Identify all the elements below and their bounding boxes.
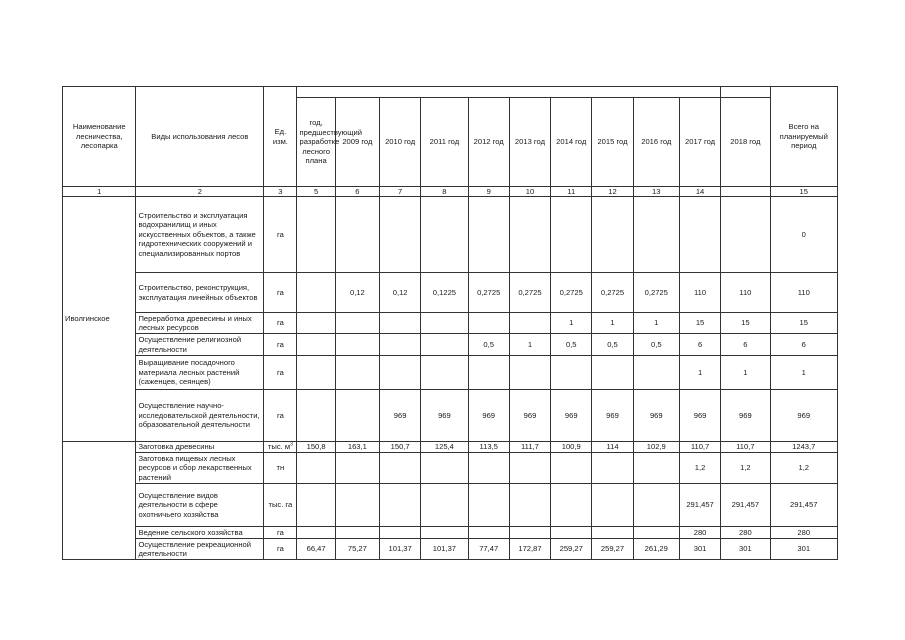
value-cell bbox=[468, 484, 509, 527]
value-cell bbox=[335, 484, 379, 527]
value-cell bbox=[592, 527, 633, 539]
column-number-row bbox=[63, 187, 838, 197]
value-cell: 110 bbox=[770, 273, 838, 313]
value-cell: 259,27 bbox=[551, 539, 592, 560]
value-cell: 969 bbox=[551, 390, 592, 442]
value-cell: 1,2 bbox=[770, 453, 838, 484]
use-type-cell: Ведение сельского хозяйства bbox=[136, 527, 264, 539]
unit-cell bbox=[264, 313, 297, 334]
table-row bbox=[63, 453, 838, 484]
table-row bbox=[63, 390, 838, 442]
value-cell bbox=[509, 484, 550, 527]
unit-superscript: 3 bbox=[290, 441, 293, 448]
header-unit: Ед. изм. bbox=[264, 87, 297, 187]
value-cell: 1,2 bbox=[679, 453, 720, 484]
value-cell: 1 bbox=[551, 313, 592, 334]
header-year: 2010 год bbox=[380, 98, 421, 187]
value-cell: 172,87 bbox=[509, 539, 550, 560]
column-number: 6 bbox=[335, 187, 379, 197]
header-year: 2013 год bbox=[509, 98, 550, 187]
value-cell: 280 bbox=[770, 527, 838, 539]
value-cell bbox=[335, 390, 379, 442]
value-cell bbox=[551, 356, 592, 390]
value-cell bbox=[380, 356, 421, 390]
value-cell: 1243,7 bbox=[770, 442, 838, 453]
value-cell: 110 bbox=[721, 273, 770, 313]
value-cell: 101,37 bbox=[380, 539, 421, 560]
value-cell: 102,9 bbox=[633, 442, 679, 453]
value-cell bbox=[380, 313, 421, 334]
value-cell bbox=[380, 527, 421, 539]
column-number: 1 bbox=[63, 187, 136, 197]
value-cell bbox=[297, 484, 335, 527]
value-cell bbox=[551, 484, 592, 527]
header-year: 2009 год bbox=[335, 98, 379, 187]
header-year: 2017 год bbox=[679, 98, 720, 187]
value-cell bbox=[551, 453, 592, 484]
column-number: 12 bbox=[592, 187, 633, 197]
column-number bbox=[721, 187, 770, 197]
value-cell: 969 bbox=[679, 390, 720, 442]
value-cell: 100,9 bbox=[551, 442, 592, 453]
value-cell bbox=[509, 356, 550, 390]
unit-cell bbox=[264, 453, 297, 484]
value-cell: 969 bbox=[380, 390, 421, 442]
column-number: 10 bbox=[509, 187, 550, 197]
value-cell bbox=[421, 313, 468, 334]
value-cell: 1 bbox=[721, 356, 770, 390]
value-cell: 1 bbox=[679, 356, 720, 390]
unit-cell bbox=[264, 484, 297, 527]
value-cell bbox=[468, 453, 509, 484]
table-row bbox=[63, 197, 838, 273]
value-cell: 280 bbox=[679, 527, 720, 539]
value-cell: 0,5 bbox=[633, 334, 679, 356]
use-type-cell: Осуществление рекреационной деятельности bbox=[136, 539, 264, 560]
value-cell bbox=[297, 197, 335, 273]
value-cell bbox=[297, 527, 335, 539]
value-cell bbox=[468, 313, 509, 334]
column-number: 3 bbox=[264, 187, 297, 197]
column-number: 13 bbox=[633, 187, 679, 197]
value-cell bbox=[380, 484, 421, 527]
value-cell: 291,457 bbox=[721, 484, 770, 527]
value-cell: 969 bbox=[509, 390, 550, 442]
value-cell: 125,4 bbox=[421, 442, 468, 453]
value-cell bbox=[421, 356, 468, 390]
value-cell bbox=[421, 527, 468, 539]
use-type-cell: Строительство, реконструкция, эксплуатация линейных объектов bbox=[136, 273, 264, 313]
unit-cell bbox=[264, 334, 297, 356]
value-cell bbox=[592, 197, 633, 273]
value-cell bbox=[592, 356, 633, 390]
unit-cell bbox=[264, 390, 297, 442]
value-cell: 969 bbox=[592, 390, 633, 442]
value-cell bbox=[633, 356, 679, 390]
table-row bbox=[63, 356, 838, 390]
use-type-cell: Заготовка пищевых лесных ресурсов и сбор лекарственных растений bbox=[136, 453, 264, 484]
value-cell: 0,2725 bbox=[468, 273, 509, 313]
value-cell bbox=[468, 527, 509, 539]
value-cell: 0,5 bbox=[468, 334, 509, 356]
value-cell bbox=[509, 453, 550, 484]
value-cell: 101,37 bbox=[421, 539, 468, 560]
value-cell bbox=[335, 356, 379, 390]
column-number: 14 bbox=[679, 187, 720, 197]
value-cell: 301 bbox=[721, 539, 770, 560]
value-cell bbox=[592, 453, 633, 484]
value-cell bbox=[633, 453, 679, 484]
value-cell: 969 bbox=[468, 390, 509, 442]
use-type-cell: Осуществление видов деятельности в сфере охотничьего хозяйства bbox=[136, 484, 264, 527]
header-prev-year: год, предшествующий разработке лесного плана bbox=[297, 98, 335, 187]
unit-cell bbox=[264, 197, 297, 273]
value-cell: 150,8 bbox=[297, 442, 335, 453]
unit-text: тыс. м bbox=[267, 442, 291, 452]
unit-text: га bbox=[276, 527, 284, 537]
use-type-cell: Осуществление религиозной деятельности bbox=[136, 334, 264, 356]
unit-text: га bbox=[276, 229, 284, 239]
value-cell bbox=[335, 197, 379, 273]
value-cell bbox=[297, 273, 335, 313]
value-cell bbox=[721, 197, 770, 273]
unit-cell bbox=[264, 527, 297, 539]
column-number: 9 bbox=[468, 187, 509, 197]
value-cell: 259,27 bbox=[592, 539, 633, 560]
value-cell: 1 bbox=[770, 356, 838, 390]
value-cell: 15 bbox=[770, 313, 838, 334]
value-cell: 163,1 bbox=[335, 442, 379, 453]
use-type-cell: Выращивание посадочного материала лесных растений (саженцев, сеянцев) bbox=[136, 356, 264, 390]
value-cell: 110,7 bbox=[679, 442, 720, 453]
value-cell bbox=[297, 453, 335, 484]
use-type-cell: Заготовка древесины bbox=[136, 442, 264, 453]
value-cell: 969 bbox=[770, 390, 838, 442]
value-cell: 291,457 bbox=[679, 484, 720, 527]
unit-cell bbox=[264, 442, 297, 453]
value-cell: 15 bbox=[721, 313, 770, 334]
table-row bbox=[63, 313, 838, 334]
value-cell: 1 bbox=[509, 334, 550, 356]
value-cell: 110 bbox=[679, 273, 720, 313]
value-cell bbox=[297, 334, 335, 356]
table-row bbox=[63, 527, 838, 539]
value-cell bbox=[509, 313, 550, 334]
value-cell: 0,12 bbox=[380, 273, 421, 313]
value-cell bbox=[551, 527, 592, 539]
unit-text: тн bbox=[276, 463, 285, 473]
value-cell bbox=[421, 197, 468, 273]
value-cell bbox=[335, 313, 379, 334]
value-cell bbox=[551, 197, 592, 273]
value-cell: 1 bbox=[592, 313, 633, 334]
value-cell bbox=[679, 197, 720, 273]
value-cell: 111,7 bbox=[509, 442, 550, 453]
column-number: 8 bbox=[421, 187, 468, 197]
unit-text: га bbox=[276, 287, 284, 297]
value-cell: 77,47 bbox=[468, 539, 509, 560]
value-cell bbox=[297, 390, 335, 442]
column-number: 11 bbox=[551, 187, 592, 197]
use-type-cell: Строительство и эксплуатация водохранилищ и иных искусственных объектов, а также гидротехнических сооружений и специализированных портов bbox=[136, 197, 264, 273]
value-cell: 261,29 bbox=[633, 539, 679, 560]
header-year: 2016 год bbox=[633, 98, 679, 187]
value-cell: 0,2725 bbox=[592, 273, 633, 313]
table-row bbox=[63, 334, 838, 356]
unit-cell bbox=[264, 273, 297, 313]
value-cell: 0,2725 bbox=[509, 273, 550, 313]
header-forestry: Наименование лесничества, лесопарка bbox=[63, 87, 136, 187]
value-cell: 0,1225 bbox=[421, 273, 468, 313]
forestry-name-cell-empty bbox=[63, 442, 136, 560]
value-cell bbox=[335, 453, 379, 484]
table-row bbox=[63, 273, 838, 313]
value-cell: 280 bbox=[721, 527, 770, 539]
value-cell: 301 bbox=[770, 539, 838, 560]
use-type-cell: Переработка древесины и иных лесных ресурсов bbox=[136, 313, 264, 334]
value-cell bbox=[335, 334, 379, 356]
value-cell: 114 bbox=[592, 442, 633, 453]
unit-text: га bbox=[276, 367, 284, 377]
value-cell bbox=[380, 453, 421, 484]
value-cell: 0,5 bbox=[592, 334, 633, 356]
value-cell: 291,457 bbox=[770, 484, 838, 527]
value-cell bbox=[421, 334, 468, 356]
value-cell: 301 bbox=[679, 539, 720, 560]
unit-text: га bbox=[276, 544, 284, 554]
header-use-type: Виды использования лесов bbox=[136, 87, 264, 187]
unit-text: тыс. га bbox=[268, 500, 293, 510]
value-cell bbox=[421, 484, 468, 527]
value-cell: 0,5 bbox=[551, 334, 592, 356]
value-cell bbox=[633, 527, 679, 539]
column-number: 5 bbox=[297, 187, 335, 197]
value-cell: 0 bbox=[770, 197, 838, 273]
value-cell bbox=[335, 527, 379, 539]
value-cell: 150,7 bbox=[380, 442, 421, 453]
unit-cell bbox=[264, 356, 297, 390]
header-year: 2011 год bbox=[421, 98, 468, 187]
value-cell: 110,7 bbox=[721, 442, 770, 453]
header-total: Всего на планируемый период bbox=[770, 87, 838, 187]
value-cell: 969 bbox=[721, 390, 770, 442]
value-cell bbox=[633, 197, 679, 273]
value-cell: 969 bbox=[421, 390, 468, 442]
header-top-spacer-2 bbox=[721, 87, 770, 98]
header-year: 2015 год bbox=[592, 98, 633, 187]
value-cell: 6 bbox=[679, 334, 720, 356]
table-row bbox=[63, 539, 838, 560]
header-year: 2012 год bbox=[468, 98, 509, 187]
header-year: 2014 год bbox=[551, 98, 592, 187]
unit-text: га bbox=[276, 339, 284, 349]
forestry-name-cell: Иволгинское bbox=[63, 197, 136, 442]
column-number: 2 bbox=[136, 187, 264, 197]
unit-text: га bbox=[276, 410, 284, 420]
value-cell bbox=[297, 313, 335, 334]
value-cell: 6 bbox=[770, 334, 838, 356]
value-cell: 113,5 bbox=[468, 442, 509, 453]
value-cell: 75,27 bbox=[335, 539, 379, 560]
header-top-spacer bbox=[297, 87, 721, 98]
value-cell: 0,2725 bbox=[633, 273, 679, 313]
value-cell bbox=[509, 527, 550, 539]
value-cell bbox=[592, 484, 633, 527]
value-cell bbox=[468, 197, 509, 273]
value-cell: 0,12 bbox=[335, 273, 379, 313]
use-type-cell: Осуществление научно-исследовательской деятельности, образовательной деятельности bbox=[136, 390, 264, 442]
value-cell bbox=[633, 484, 679, 527]
column-number: 7 bbox=[380, 187, 421, 197]
value-cell: 15 bbox=[679, 313, 720, 334]
value-cell: 66,47 bbox=[297, 539, 335, 560]
value-cell: 6 bbox=[721, 334, 770, 356]
value-cell: 0,2725 bbox=[551, 273, 592, 313]
table-row bbox=[63, 484, 838, 527]
unit-text: га bbox=[276, 318, 284, 328]
value-cell bbox=[380, 197, 421, 273]
column-number: 15 bbox=[770, 187, 838, 197]
forest-use-table bbox=[62, 86, 838, 560]
value-cell bbox=[297, 356, 335, 390]
unit-cell bbox=[264, 539, 297, 560]
header-year: 2018 год bbox=[721, 98, 770, 187]
value-cell: 1 bbox=[633, 313, 679, 334]
value-cell: 1,2 bbox=[721, 453, 770, 484]
value-cell bbox=[509, 197, 550, 273]
value-cell bbox=[421, 453, 468, 484]
value-cell bbox=[468, 356, 509, 390]
value-cell bbox=[380, 334, 421, 356]
table-row bbox=[63, 442, 838, 453]
value-cell: 969 bbox=[633, 390, 679, 442]
